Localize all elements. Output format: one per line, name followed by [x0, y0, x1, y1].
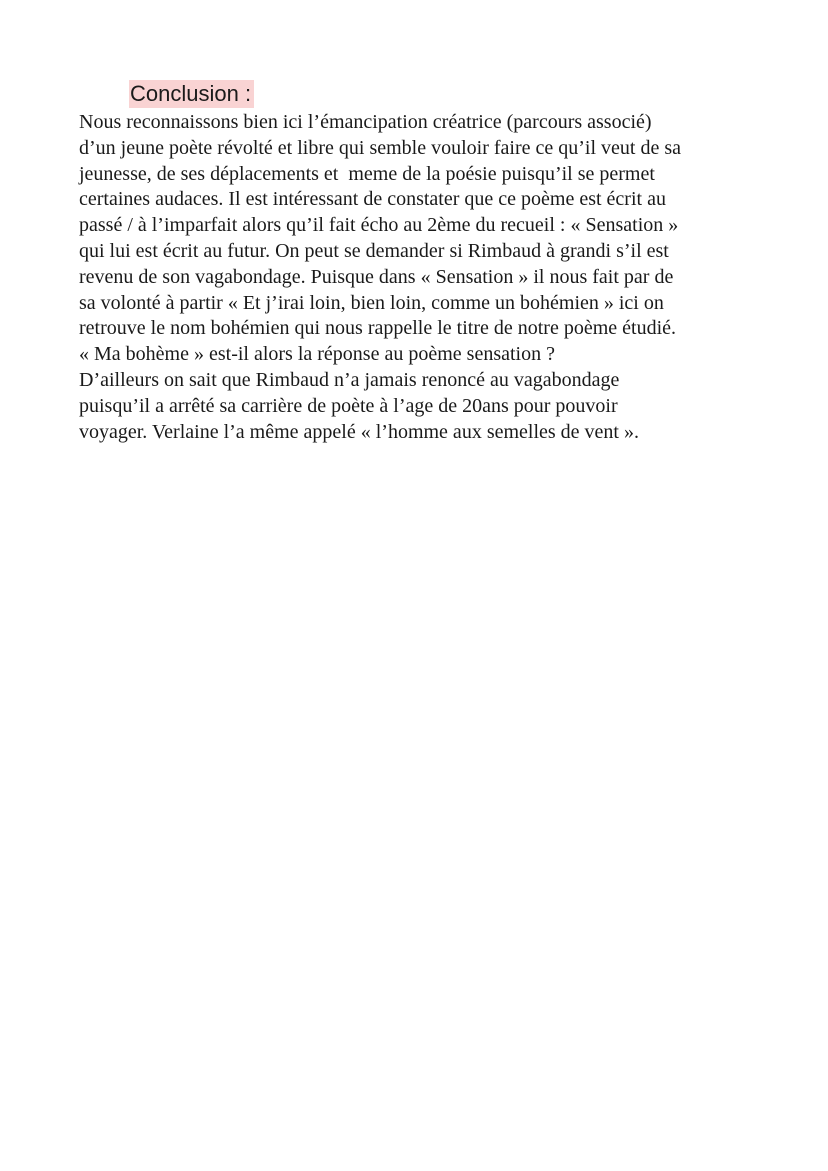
paragraph-line: Nous reconnaissons bien ici l’émancipation créatrice (parcours associé) [79, 111, 652, 133]
paragraph-line: sa volonté à partir « Et j’irai loin, bien loin, comme un bohémien » ici on [79, 291, 664, 314]
paragraph-line: retrouve le nom bohémien qui nous rappelle le titre de notre poème étudié. [79, 317, 677, 340]
paragraph-line: qui lui est écrit au futur. On peut se demander si Rimbaud à grandi s’il est [79, 239, 669, 262]
paragraph-line: certaines audaces. Il est intéressant de constater que ce poème est écrit au [79, 188, 666, 211]
paragraph-line: D’ailleurs on sait que Rimbaud n’a jamais renoncé au vagabondage [79, 368, 620, 391]
paragraph-line: voyager. Verlaine l’a même appelé « l’homme aux semelles de vent ». [79, 420, 639, 443]
paragraph-line: jeunesse, de ses déplacements et meme de la poésie puisqu’il se permet [79, 162, 655, 185]
conclusion-heading: Conclusion : [129, 80, 254, 108]
paragraph-line: puisqu’il a arrêté sa carrière de poète à l’age de 20ans pour pouvoir [79, 394, 618, 417]
conclusion-paragraph [79, 110, 779, 445]
paragraph-line: revenu de son vagabondage. Puisque dans « Sensation » il nous fait par de [79, 265, 674, 288]
paragraph-line: passé / à l’imparfait alors qu’il fait écho au 2ème du recueil : « Sensation » [79, 214, 679, 237]
paragraph-line: d’un jeune poète révolté et libre qui semble vouloir faire ce qu’il veut de sa [79, 136, 682, 159]
paragraph-line: « Ma bohème » est-il alors la réponse au poème sensation ? [79, 343, 555, 366]
